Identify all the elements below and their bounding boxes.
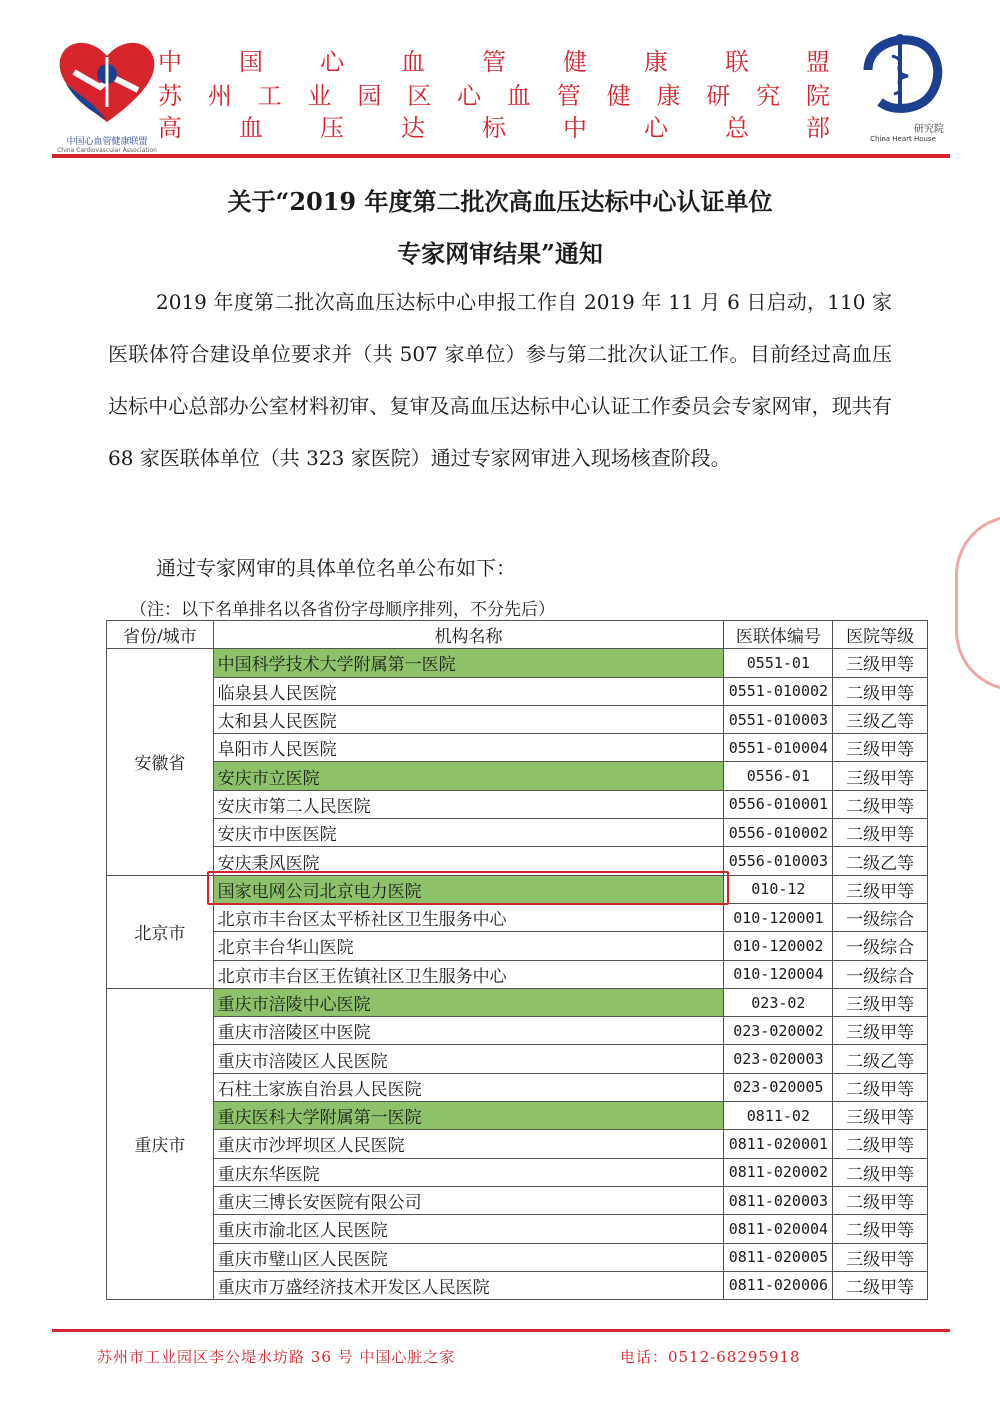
hospital-level-cell: 二级甲等 [833, 1073, 928, 1101]
org-char: 中 [563, 114, 587, 142]
institution-name: 北京市丰台区王佐镇社区卫生服务中心 [217, 966, 507, 987]
union-code-cell: 0811-020002 [724, 1158, 833, 1186]
union-code-cell: 0551-01 [724, 649, 833, 677]
table-row [107, 1186, 928, 1214]
institution-name: 重庆三博长安医院有限公司 [217, 1193, 422, 1214]
table-row [107, 1271, 928, 1299]
province-cell: 重庆市 [107, 988, 214, 1299]
institution-name: 重庆市沙坪坝区人民医院 [217, 1136, 405, 1157]
union-code-cell: 023-020003 [724, 1045, 833, 1073]
union-code-cell: 0811-020001 [724, 1130, 833, 1158]
union-code-cell: 0811-020005 [724, 1243, 833, 1271]
header-hospital-level: 医院等级 [833, 621, 928, 649]
table-row [107, 960, 928, 988]
table-row [107, 1073, 928, 1101]
union-code-cell: 0551-010003 [724, 705, 833, 733]
union-code-cell: 0811-020004 [724, 1215, 833, 1243]
institution-name: 临泉县人民医院 [217, 683, 337, 704]
org-char: 达 [401, 114, 425, 142]
province-cell: 北京市 [107, 875, 214, 988]
institution-cell [213, 932, 724, 960]
institution-name: 重庆市渝北区人民医院 [217, 1221, 388, 1242]
highlight-box [207, 871, 729, 905]
hospital-level-cell: 三级甲等 [833, 762, 928, 790]
official-stamp [955, 515, 1000, 691]
org-char: 血 [239, 114, 263, 142]
institution-name: 重庆市万盛经济技术开发区人民医院 [217, 1277, 490, 1298]
org-char: 研 [706, 82, 731, 110]
hospital-level-cell: 三级甲等 [833, 988, 928, 1016]
union-code-cell: 0811-020003 [724, 1186, 833, 1214]
institution-cell [213, 1215, 724, 1243]
alliance-logo [52, 32, 162, 154]
table-row [107, 1017, 928, 1045]
table-row [107, 988, 928, 1016]
alliance-logo-subtext: China Cardiovascular Association [57, 147, 157, 154]
org-char: 区 [407, 82, 432, 110]
org-char: 心 [457, 82, 482, 110]
institution-cell [213, 734, 724, 762]
table-header-row [107, 621, 928, 649]
notice-title-line1: 关于“2019 年度第二批次高血压达标中心认证单位 [227, 187, 773, 216]
org-char: 联 [725, 48, 749, 76]
institution-cell [213, 1271, 724, 1299]
org-char: 工 [257, 82, 282, 110]
hospital-level-cell: 二级甲等 [833, 790, 928, 818]
institution-name: 安庆市第二人民医院 [217, 796, 371, 817]
hospital-level-cell: 二级甲等 [833, 1271, 928, 1299]
org-line-3 [158, 108, 830, 143]
body-paragraph: 2019 年度第二批次高血压达标中心申报工作自 2019 年 11 月 6 日启动，110 家医联体符合建设单位要求并（共 507 家单位）参与第二批次认证工作。目前经过高血压达标中心总部办公室材料初审、复审及高血压达标中心认证工作委员会专家网审，现共有 68 家医联体单位（共 323 家医院）通过专家网审进入现场核查阶段。 [108, 290, 892, 470]
union-code-cell: 0556-010003 [724, 847, 833, 875]
hospital-level-cell: 一级综合 [833, 903, 928, 931]
hospital-level-cell: 二级甲等 [833, 1215, 928, 1243]
header-union-code: 医联体编号 [724, 621, 833, 649]
hospital-level-cell: 三级甲等 [833, 734, 928, 762]
hospital-level-cell: 二级乙等 [833, 847, 928, 875]
org-char: 院 [805, 82, 830, 110]
institution-cell [213, 705, 724, 733]
union-code-cell: 010-120001 [724, 903, 833, 931]
union-code-cell: 0556-010001 [724, 790, 833, 818]
institution-cell [213, 1017, 724, 1045]
institution-name: 中国科学技术大学附属第一医院 [217, 655, 456, 676]
institution-name: 安庆秉风医院 [217, 853, 320, 874]
institution-name: 石柱土家族自治县人民医院 [217, 1079, 422, 1100]
table-row [107, 1243, 928, 1271]
certified-units-table [106, 620, 928, 1300]
table-row [107, 1102, 928, 1130]
institution-name: 重庆市涪陵区中医院 [217, 1023, 371, 1044]
notice-title-line2: 专家网审结果”通知 [397, 239, 603, 268]
institution-cell [213, 1186, 724, 1214]
org-char: 业 [307, 82, 332, 110]
org-char: 心 [320, 48, 344, 76]
org-char: 究 [756, 82, 781, 110]
union-code-cell: 023-020005 [724, 1073, 833, 1101]
table-row [107, 762, 928, 790]
hospital-level-cell: 二级甲等 [833, 1130, 928, 1158]
org-char: 部 [806, 114, 830, 142]
institution-name: 重庆市涪陵区人民医院 [217, 1051, 388, 1072]
table-row [107, 1215, 928, 1243]
table-row [107, 734, 928, 762]
table-row [107, 1130, 928, 1158]
province-cell: 安徽省 [107, 649, 214, 875]
institution-cell [213, 1243, 724, 1271]
institution-cell [213, 1045, 724, 1073]
heart-house-logo-text: 研究院 [914, 124, 944, 135]
hospital-level-cell: 三级甲等 [833, 1243, 928, 1271]
header-province: 省份/城市 [107, 621, 214, 649]
hospital-level-cell: 二级甲等 [833, 1158, 928, 1186]
lead-institution-cell [213, 988, 724, 1016]
hospital-level-cell: 三级甲等 [833, 1017, 928, 1045]
hospital-level-cell: 三级甲等 [833, 649, 928, 677]
org-char: 国 [239, 48, 263, 76]
institution-name: 安庆市中医医院 [217, 825, 337, 846]
institution-name: 重庆东华医院 [217, 1164, 320, 1185]
org-char: 盟 [806, 48, 830, 76]
footer-phone: 电话：0512-68295918 [620, 1348, 801, 1366]
org-char: 高 [158, 114, 182, 142]
institution-name: 安庆市立医院 [217, 768, 320, 789]
table-row [107, 819, 928, 847]
org-char: 总 [725, 114, 749, 142]
hospital-level-cell: 三级乙等 [833, 705, 928, 733]
institution-cell [213, 1130, 724, 1158]
union-code-cell: 0556-010002 [724, 819, 833, 847]
union-code-cell: 0551-010002 [724, 677, 833, 705]
institution-name: 北京丰台华山医院 [217, 938, 354, 959]
hospital-level-cell: 一级综合 [833, 960, 928, 988]
union-code-cell: 023-02 [724, 988, 833, 1016]
institution-cell [213, 960, 724, 988]
org-char: 血 [506, 82, 531, 110]
org-char: 中 [158, 48, 182, 76]
heart-house-logo [858, 30, 948, 145]
org-char: 管 [482, 48, 506, 76]
institution-cell [213, 1158, 724, 1186]
institution-name: 阜阳市人民医院 [217, 740, 337, 761]
header-divider [52, 154, 950, 158]
org-char: 压 [320, 114, 344, 142]
org-char: 健 [563, 48, 587, 76]
org-char: 标 [482, 114, 506, 142]
hospital-level-cell: 二级乙等 [833, 1045, 928, 1073]
institution-name: 重庆市涪陵中心医院 [217, 995, 371, 1015]
org-line-1 [158, 42, 830, 77]
header-institution: 机构名称 [213, 621, 724, 649]
institution-name: 重庆市璧山区人民医院 [217, 1249, 388, 1270]
lead-institution-cell [213, 762, 724, 790]
org-char: 健 [606, 82, 631, 110]
table-row [107, 1045, 928, 1073]
list-intro: 通过专家网审的具体单位名单公布如下： [156, 556, 516, 580]
table-row [107, 790, 928, 818]
lead-institution-cell [213, 1102, 724, 1130]
union-code-cell: 023-020002 [724, 1017, 833, 1045]
ordering-note: （注：以下名单排名以各省份字母顺序排列，不分先后） [130, 600, 555, 620]
union-code-cell: 0811-02 [724, 1102, 833, 1130]
table-row [107, 903, 928, 931]
institution-cell [213, 819, 724, 847]
institution-name: 重庆医科大学附属第一医院 [217, 1108, 422, 1129]
union-code-cell: 010-12 [724, 875, 833, 903]
table-row [107, 932, 928, 960]
table-row [107, 677, 928, 705]
org-char: 州 [207, 82, 232, 110]
hospital-level-cell: 二级甲等 [833, 819, 928, 847]
hospital-level-cell: 二级甲等 [833, 677, 928, 705]
institution-cell [213, 903, 724, 931]
institution-name: 太和县人民医院 [217, 712, 337, 733]
hospital-level-cell: 二级甲等 [833, 1186, 928, 1214]
institution-cell [213, 1073, 724, 1101]
org-char: 园 [357, 82, 382, 110]
footer-address: 苏州市工业园区李公堤水坊路 36 号 中国心脏之家 [97, 1348, 456, 1366]
institution-name: 北京市丰台区太平桥社区卫生服务中心 [217, 910, 507, 931]
table-row [107, 649, 928, 677]
institution-name: 国家电网公司北京电力医院 [217, 881, 422, 902]
union-code-cell: 010-120004 [724, 960, 833, 988]
union-code-cell: 0551-010004 [724, 734, 833, 762]
hospital-level-cell: 一级综合 [833, 932, 928, 960]
org-char: 苏 [158, 82, 182, 110]
footer-divider [52, 1329, 950, 1332]
org-char: 康 [656, 82, 681, 110]
hospital-level-cell: 三级甲等 [833, 1102, 928, 1130]
lead-institution-cell [213, 649, 724, 677]
alliance-logo-text: 中国心血管健康联盟 [66, 137, 148, 147]
union-code-cell: 0556-01 [724, 762, 833, 790]
hospital-level-cell: 三级甲等 [833, 875, 928, 903]
institution-cell [213, 790, 724, 818]
table-row [107, 1158, 928, 1186]
org-line-2 [158, 76, 830, 111]
union-code-cell: 010-120002 [724, 932, 833, 960]
org-char: 康 [644, 48, 668, 76]
org-char: 管 [556, 82, 581, 110]
heart-house-logo-subtext: China Heart House [870, 135, 936, 143]
institution-cell [213, 677, 724, 705]
union-code-cell: 0811-020006 [724, 1271, 833, 1299]
table-row [107, 705, 928, 733]
org-char: 血 [401, 48, 425, 76]
org-char: 心 [644, 114, 668, 142]
